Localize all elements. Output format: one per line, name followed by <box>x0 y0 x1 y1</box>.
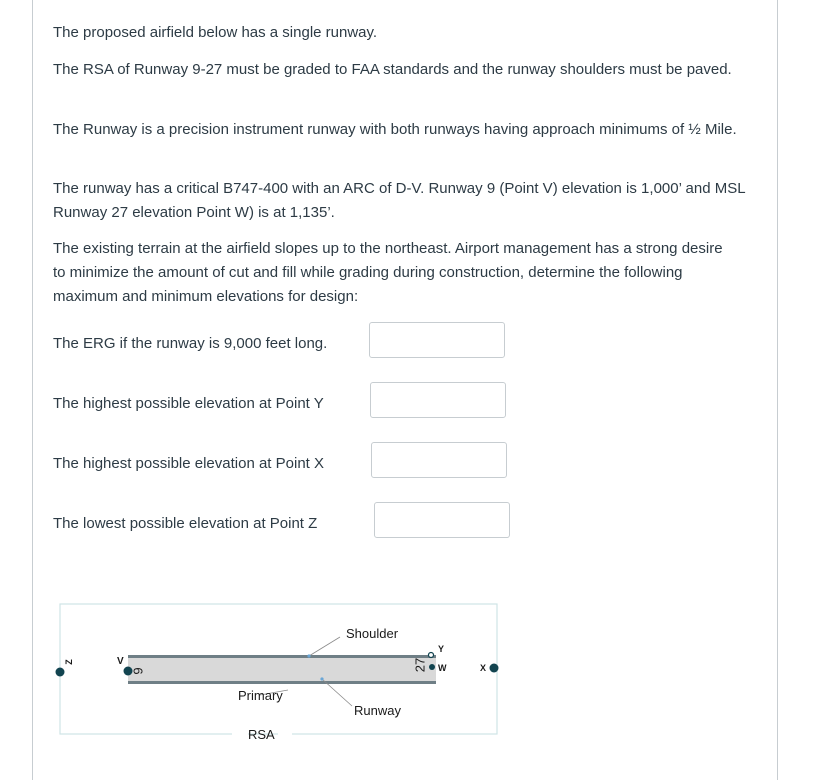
paragraph-critical-aircraft: The runway has a critical B747-400 with an ARC of D-V. Runway 9 (Point V) elevation is 1,000’ and MSL Runway 27 elevation Point W) is at 1,135’. <box>53 180 746 221</box>
point-w-label: W <box>438 663 447 673</box>
paragraph-rsa: The RSA of Runway 9-27 must be graded to FAA standards and the runway shoulders must be paved. <box>53 61 732 78</box>
shoulder-leader-line <box>309 637 340 656</box>
runway-label: Runway <box>354 703 401 718</box>
point-x-label: The highest possible elevation at Point X <box>53 455 325 472</box>
erg-label: The ERG if the runway is 9,000 feet long. <box>53 335 328 352</box>
point-y-marker <box>429 653 434 658</box>
paragraph-terrain: The existing terrain at the airfield slopes up to the northeast. Airport management has a strong desire to minimize the amount of cut and fill while grading during construction, determine the following maximum and minimum elevations for design: <box>53 240 723 305</box>
point-z-marker <box>56 668 65 677</box>
runway-leader-tip <box>320 677 323 680</box>
point-v-label: V <box>117 656 124 667</box>
point-z-label: The lowest possible elevation at Point Z <box>53 515 318 532</box>
paragraph-precision: The Runway is a precision instrument runway with both runways having approach minimums of ½ Mile. <box>53 121 737 138</box>
runway-surface <box>128 656 436 684</box>
paragraph-intro: The proposed airfield below has a single runway. <box>53 24 378 41</box>
point-z-label-diagram: Z <box>64 659 74 665</box>
primary-label: Primary <box>238 688 283 703</box>
south-shoulder <box>128 681 436 684</box>
point-x-marker <box>490 664 499 673</box>
shoulder-label: Shoulder <box>346 626 399 641</box>
shoulder-leader-tip <box>307 654 310 657</box>
point-x-label-diagram: X <box>480 663 487 673</box>
runway-9-designator: 9 <box>130 667 146 675</box>
north-shoulder <box>128 655 436 658</box>
rsa-label: RSA <box>248 727 275 742</box>
point-y-label-diagram: Y <box>438 644 445 654</box>
runway-27-designator: 27 <box>412 657 428 673</box>
point-y-label: The highest possible elevation at Point Y <box>53 395 324 412</box>
point-w-marker <box>429 664 435 670</box>
